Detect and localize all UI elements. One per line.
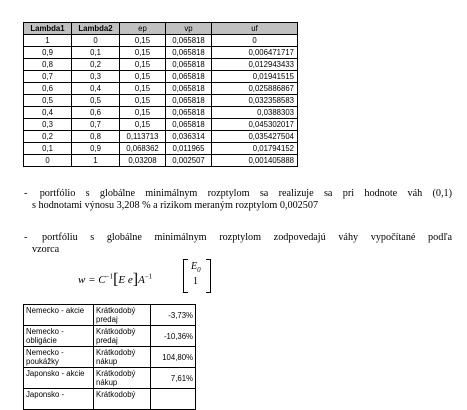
cell-weight: -3,73% bbox=[151, 305, 196, 326]
header-lambda2: Lambda2 bbox=[72, 23, 120, 35]
cell-lambda2: 1 bbox=[72, 155, 120, 167]
cell-ep: 0,113713 bbox=[120, 131, 166, 143]
cell-lambda1: 0 bbox=[24, 155, 72, 167]
cell-vp: 0,065818 bbox=[166, 119, 212, 131]
cell-lambda1: 0,6 bbox=[24, 83, 72, 95]
vector-bottom: 1 bbox=[193, 276, 198, 287]
cell-position: Krátkodobý predaj bbox=[94, 305, 151, 326]
header-vp: vp bbox=[166, 23, 212, 35]
weights-formula-note bbox=[24, 232, 452, 256]
cell-ep: 0,15 bbox=[120, 59, 166, 71]
cell-lambda1: 0,7 bbox=[24, 71, 72, 83]
cell-asset: Japonsko - bbox=[24, 389, 94, 410]
header-lambda1: Lambda1 bbox=[24, 23, 72, 35]
cell-vp: 0,065818 bbox=[166, 107, 212, 119]
table-row bbox=[24, 47, 298, 59]
cell-weight bbox=[151, 389, 196, 410]
table-row bbox=[24, 368, 196, 389]
cell-vp: 0,065818 bbox=[166, 95, 212, 107]
cell-uf: 0,006471717 bbox=[212, 47, 298, 59]
cell-vp: 0,065818 bbox=[166, 47, 212, 59]
cell-lambda2: 0,6 bbox=[72, 107, 120, 119]
cell-lambda1: 0,8 bbox=[24, 59, 72, 71]
cell-ep: 0,15 bbox=[120, 35, 166, 47]
table-row bbox=[24, 119, 298, 131]
cell-lambda1: 0,1 bbox=[24, 143, 72, 155]
min-variance-note bbox=[24, 188, 452, 212]
cell-weight: 7,61% bbox=[151, 368, 196, 389]
cell-asset: Nemecko - poukážky bbox=[24, 347, 94, 368]
cell-lambda2: 0,9 bbox=[72, 143, 120, 155]
table-row bbox=[24, 347, 196, 368]
cell-ep: 0,068362 bbox=[120, 143, 166, 155]
cell-uf: 0,01794152 bbox=[212, 143, 298, 155]
cell-position: Krátkodobý bbox=[94, 389, 151, 410]
cell-asset: Nemecko - obligácie bbox=[24, 326, 94, 347]
header-ep: ep bbox=[120, 23, 166, 35]
cell-uf: 0 bbox=[212, 35, 298, 47]
cell-vp: 0,036314 bbox=[166, 131, 212, 143]
cell-position: Krátkodobý predaj bbox=[94, 326, 151, 347]
cell-lambda2: 0,7 bbox=[72, 119, 120, 131]
bullet-dash: - bbox=[24, 232, 28, 243]
cell-vp: 0,002507 bbox=[166, 155, 212, 167]
portfolio-table bbox=[23, 304, 196, 410]
cell-vp: 0,065818 bbox=[166, 83, 212, 95]
cell-uf: 0,012943433 bbox=[212, 59, 298, 71]
table-row bbox=[24, 59, 298, 71]
cell-lambda2: 0 bbox=[72, 35, 120, 47]
weights-table bbox=[23, 22, 298, 167]
cell-vp: 0,065818 bbox=[166, 59, 212, 71]
cell-asset: Japonsko - akcie bbox=[24, 368, 94, 389]
cell-lambda1: 1 bbox=[24, 35, 72, 47]
table-row bbox=[24, 131, 298, 143]
formula-exponent: −1 bbox=[105, 272, 114, 281]
table-row bbox=[24, 71, 298, 83]
table-row bbox=[24, 155, 298, 167]
cell-ep: 0,15 bbox=[120, 71, 166, 83]
cell-ep: 0,15 bbox=[120, 107, 166, 119]
formula-note-line-1: portfóliu s globálne minimálnym rozptylom zodpovedajú váhy vypočítané podľa bbox=[42, 232, 452, 243]
cell-lambda1: 0,4 bbox=[24, 107, 72, 119]
cell-vp: 0,065818 bbox=[166, 35, 212, 47]
cell-uf: 0,032358583 bbox=[212, 95, 298, 107]
table-row bbox=[24, 305, 196, 326]
cell-weight: 104,80% bbox=[151, 347, 196, 368]
cell-ep: 0,15 bbox=[120, 47, 166, 59]
cell-position: Krátkodobý nákup bbox=[94, 368, 151, 389]
table-row bbox=[24, 35, 298, 47]
cell-uf: 0,001405888 bbox=[212, 155, 298, 167]
cell-uf: 0,045302017 bbox=[212, 119, 298, 131]
formula-a-exponent: −1 bbox=[144, 272, 153, 281]
cell-ep: 0,15 bbox=[120, 83, 166, 95]
cell-ep: 0,15 bbox=[120, 119, 166, 131]
cell-lambda1: 0,5 bbox=[24, 95, 72, 107]
note-line-1: portfólio s globálne minimálnym rozptylom sa realizuje sa pri hodnote váh (0,1) bbox=[39, 188, 452, 199]
cell-vp: 0,065818 bbox=[166, 71, 212, 83]
vector-top: E bbox=[191, 261, 198, 272]
table-row bbox=[24, 326, 196, 347]
cell-lambda1: 0,2 bbox=[24, 131, 72, 143]
cell-weight: -10,36% bbox=[151, 326, 196, 347]
table-row bbox=[24, 107, 298, 119]
cell-uf: 0,035427504 bbox=[212, 131, 298, 143]
cell-position: Krátkodobý nákup bbox=[94, 347, 151, 368]
formula-vector bbox=[183, 259, 211, 291]
cell-lambda2: 0,1 bbox=[72, 47, 120, 59]
cell-vp: 0,011965 bbox=[166, 143, 212, 155]
cell-asset: Nemecko - akcie bbox=[24, 305, 94, 326]
formula-note-line-2: vzorca bbox=[32, 244, 60, 255]
cell-uf: 0,025886867 bbox=[212, 83, 298, 95]
table-row bbox=[24, 83, 298, 95]
header-uf: uf bbox=[212, 23, 298, 35]
weights-table-header bbox=[24, 23, 298, 35]
note-line-2: s hodnotami výnosu 3,208 % a rizikom meraným rozptylom 0,002507 bbox=[32, 200, 319, 211]
cell-lambda2: 0,4 bbox=[72, 83, 120, 95]
bullet-dash: - bbox=[24, 188, 28, 199]
cell-lambda2: 0,8 bbox=[72, 131, 120, 143]
cell-ep: 0,03208 bbox=[120, 155, 166, 167]
cell-lambda2: 0,3 bbox=[72, 71, 120, 83]
cell-lambda2: 0,5 bbox=[72, 95, 120, 107]
cell-uf: 0,01941515 bbox=[212, 71, 298, 83]
formula-a: A bbox=[138, 274, 145, 286]
cell-lambda2: 0,2 bbox=[72, 59, 120, 71]
table-row bbox=[24, 143, 298, 155]
cell-uf: 0,0388303 bbox=[212, 107, 298, 119]
cell-ep: 0,15 bbox=[120, 95, 166, 107]
formula-lhs: w = C bbox=[78, 274, 106, 286]
vector-top-sub: 0 bbox=[197, 266, 201, 274]
table-row bbox=[24, 389, 196, 410]
formula-mid: E e bbox=[118, 274, 133, 286]
cell-lambda1: 0,3 bbox=[24, 119, 72, 131]
cell-lambda1: 0,9 bbox=[24, 47, 72, 59]
table-row bbox=[24, 95, 298, 107]
